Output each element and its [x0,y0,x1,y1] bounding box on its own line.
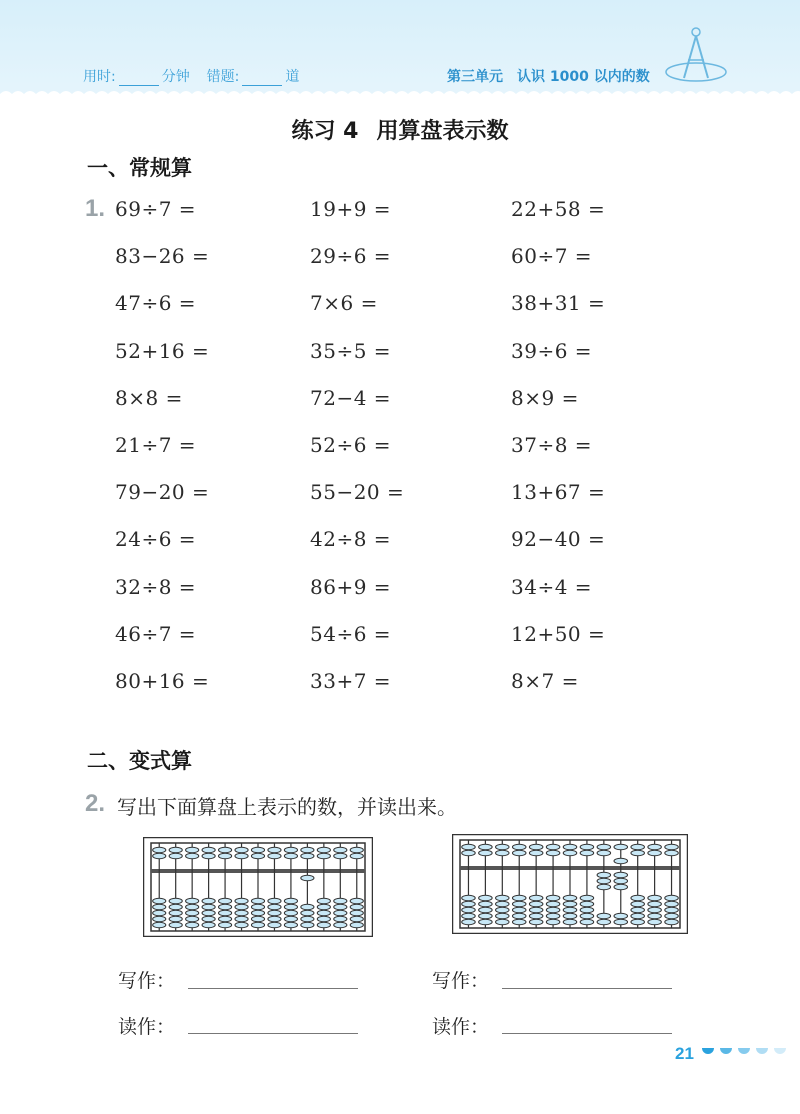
abacus-bead [251,910,264,915]
abacus-bead [597,872,611,877]
arithmetic-item: 13+67 = [511,480,606,505]
errors-label: 错题: [206,69,240,85]
abacus-bead [496,895,510,900]
abacus-bead [462,919,476,924]
abacus-bead [268,904,281,909]
abacus-bead [268,910,281,915]
arithmetic-item: 86+9 = [310,574,392,599]
abacus-bead [218,853,231,858]
abacus-bead [202,916,215,921]
arithmetic-item: 55−20 = [310,480,405,505]
abacus-bead [546,919,560,924]
arithmetic-item: 21÷7 = [115,433,197,457]
arithmetic-item: 8×9 = [511,385,579,410]
abacus-bead [284,922,297,927]
abacus-bead [235,916,248,921]
abacus-bead [186,904,199,909]
question2-text: 写出下面算盘上表示的数，并读出来。 [117,795,457,819]
abacus-bead [563,850,577,855]
arithmetic-item: 7×6 = [310,291,378,316]
abacus-bead [648,901,662,906]
abacus-bead [301,922,314,927]
abacus-bead [218,904,231,909]
abacus-bead [169,916,182,921]
arithmetic-item: 12+50 = [511,621,606,646]
arithmetic-item: 46÷7 = [115,621,197,646]
abacus-bead [350,898,363,903]
abacus-bead [580,919,594,924]
abacus-bead [563,844,577,849]
abacus-bead [529,907,543,912]
abacus-bead [631,907,645,912]
abacus-bead [301,875,314,880]
abacus-bead [153,847,166,852]
abacus-bead [284,904,297,909]
abacus-bead [529,895,543,900]
abacus-bead [334,853,347,858]
abacus-bead [251,898,264,903]
abacus-bead [317,847,330,852]
abacus-bead [334,916,347,921]
read-label-right: 读作： [432,1016,490,1038]
abacus-bead [169,922,182,927]
abacus-bead [235,910,248,915]
page-title [0,114,800,145]
abacus-bead [512,901,526,906]
abacus-bead [529,913,543,918]
errors-blank[interactable] [242,71,282,86]
abacus-bead [529,850,543,855]
read-label-left: 读作： [118,1016,176,1038]
abacus-bead [563,901,577,906]
abacus-bead [665,907,679,912]
abacus-bead [235,853,248,858]
abacus-bead [648,919,662,924]
abacus-bead [631,844,645,849]
abacus-bead [496,907,510,912]
time-errors-record [83,66,299,86]
abacus-bead [580,901,594,906]
abacus-right [452,834,688,934]
abacus-bead [334,898,347,903]
abacus-bead [479,901,493,906]
abacus-bead [529,919,543,924]
read-answer-left[interactable] [188,1033,358,1034]
unit-title: 第三单元 [447,69,503,85]
page-number: 21 [675,1044,694,1063]
abacus-bead [512,919,526,924]
abacus-bead [169,910,182,915]
abacus-bead [186,916,199,921]
abacus-bead [186,847,199,852]
abacus-bead [546,907,560,912]
minute-label: 分钟 [161,69,190,85]
abacus-bead [169,904,182,909]
abacus-bead [546,901,560,906]
abacus-bead [350,910,363,915]
abacus-bead [512,907,526,912]
abacus-bead [284,910,297,915]
errors-unit: 道 [285,69,300,85]
abacus-bead [597,844,611,849]
abacus-bead [350,847,363,852]
abacus-bead [648,850,662,855]
abacus-bead [218,916,231,921]
abacus-bead [614,844,628,849]
abacus-bead [334,904,347,909]
abacus-bead [580,913,594,918]
abacus-bead [614,872,628,877]
arithmetic-item: 60÷7 = [511,244,593,269]
abacus-bead [317,910,330,915]
abacus-bead [301,910,314,915]
arithmetic-item: 33+7 = [310,669,392,693]
abacus-bead [479,895,493,900]
arithmetic-item: 38+31 = [511,291,606,316]
abacus-bead [580,850,594,855]
abacus-bead [301,916,314,921]
abacus-bead [614,858,628,863]
abacus-bead [546,913,560,918]
abacus-bead [268,922,281,927]
arithmetic-item: 92−40 = [511,527,606,552]
abacus-bead [218,898,231,903]
abacus-bead [462,907,476,912]
abacus-bead [186,898,199,903]
abacus-bead [496,850,510,855]
abacus-bead [462,913,476,918]
arithmetic-item: 35÷5 = [310,338,392,363]
abacus-bead [665,850,679,855]
abacus-bead [334,910,347,915]
abacus-bead [563,907,577,912]
arithmetic-item: 19+9 = [310,197,392,221]
abacus-bead [218,847,231,852]
abacus-bead [614,919,628,924]
section2-heading: 二、变式算 [87,749,192,773]
abacus-bead [202,910,215,915]
abacus-bead [169,847,182,852]
abacus-bead [202,904,215,909]
abacus-bead [479,907,493,912]
abacus-bead [665,895,679,900]
abacus-bead [169,853,182,858]
abacus-bead [186,922,199,927]
abacus-bead [614,913,628,918]
abacus-left [143,837,373,937]
abacus-bead [268,847,281,852]
abacus-bead [235,904,248,909]
abacus-bead [597,884,611,889]
abacus-bead [317,898,330,903]
abacus-bead [284,916,297,921]
arithmetic-item: 32÷8 = [115,574,197,599]
arithmetic-item: 8×8 = [115,385,183,410]
abacus-bead [631,901,645,906]
abacus-bead [334,922,347,927]
abacus-bead [153,910,166,915]
question1-number: 1. [85,195,106,222]
abacus-bead [153,916,166,921]
arithmetic-item: 29÷6 = [310,244,392,269]
abacus-bead [284,847,297,852]
compass-icon [660,22,730,92]
abacus-bead [563,895,577,900]
arithmetic-item: 47÷6 = [115,291,197,316]
read-answer-right[interactable] [502,1033,672,1034]
abacus-bead [614,878,628,883]
abacus-bead [317,853,330,858]
abacus-bead [462,895,476,900]
abacus-bead [153,853,166,858]
exercise-title: 用算盘表示数 [376,119,509,144]
abacus-bead [317,904,330,909]
abacus-bead [479,850,493,855]
abacus-bead [631,895,645,900]
abacus-bead [648,895,662,900]
abacus-bead [235,898,248,903]
arithmetic-item: 72−4 = [310,385,392,410]
abacus-bead [546,850,560,855]
abacus-bead [479,844,493,849]
arithmetic-item: 54÷6 = [310,621,392,646]
abacus-bead [153,904,166,909]
abacus-bead [251,847,264,852]
abacus-bead [648,913,662,918]
arithmetic-item: 83−26 = [115,244,210,269]
abacus-bead [202,853,215,858]
abacus-bead [631,913,645,918]
abacus-bead [479,919,493,924]
abacus-bead [546,895,560,900]
abacus-bead [301,853,314,858]
page-decoration-dots [700,1045,790,1061]
abacus-bead [496,844,510,849]
abacus-bead [218,922,231,927]
arithmetic-item: 8×7 = [511,669,579,693]
abacus-bead [284,853,297,858]
abacus-bead [631,919,645,924]
arithmetic-item: 52+16 = [115,338,210,363]
abacus-bead [251,916,264,921]
abacus-bead [350,916,363,921]
arithmetic-item: 24÷6 = [115,527,197,552]
abacus-bead [284,898,297,903]
abacus-bead [301,904,314,909]
write-label-left: 写作： [118,970,176,992]
arithmetic-item: 69÷7 = [115,197,197,221]
section1-heading: 一、常规算 [87,156,192,180]
abacus-bead [218,910,231,915]
abacus-bead [202,898,215,903]
abacus-bead [462,850,476,855]
abacus-bead [350,853,363,858]
arithmetic-item: 52÷6 = [310,433,392,457]
time-blank[interactable] [119,71,159,86]
abacus-bead [301,847,314,852]
abacus-bead [462,844,476,849]
abacus-bead [665,913,679,918]
abacus-bead [512,895,526,900]
abacus-bead [580,907,594,912]
exercise-number: 练习 4 [291,119,359,144]
abacus-bead [512,850,526,855]
abacus-bead [597,919,611,924]
abacus-bead [563,919,577,924]
abacus-bead [580,844,594,849]
abacus-bead [251,853,264,858]
write-answer-left[interactable] [188,988,358,989]
unit-subtitle: 认识 1000 以内的数 [517,69,650,85]
arithmetic-item: 42÷8 = [310,527,392,552]
abacus-bead [665,919,679,924]
abacus-bead [597,913,611,918]
write-label-right: 写作： [432,970,490,992]
abacus-bead [334,847,347,852]
question2-number: 2. [85,790,106,817]
abacus-bead [580,895,594,900]
abacus-bead [350,904,363,909]
abacus-bead [235,922,248,927]
abacus-bead [202,847,215,852]
unit-heading [447,66,650,86]
abacus-bead [597,850,611,855]
abacus-bead [186,910,199,915]
time-label: 用时: [83,69,116,85]
abacus-bead [153,922,166,927]
abacus-bead [529,901,543,906]
arithmetic-item: 37÷8 = [511,433,593,457]
abacus-bead [648,907,662,912]
arithmetic-item: 79−20 = [115,480,210,505]
abacus-bead [251,904,264,909]
abacus-bead [153,898,166,903]
abacus-bead [169,898,182,903]
abacus-bead [202,922,215,927]
abacus-bead [546,844,560,849]
abacus-bead [648,844,662,849]
abacus-bead [665,901,679,906]
abacus-bead [186,853,199,858]
abacus-bead [529,844,543,849]
abacus-bead [597,878,611,883]
abacus-bead [462,901,476,906]
arithmetic-item: 34÷4 = [511,574,593,599]
abacus-bead [350,922,363,927]
arithmetic-item: 80+16 = [115,669,210,693]
abacus-bead [268,853,281,858]
abacus-bead [496,901,510,906]
abacus-bead [317,916,330,921]
abacus-bead [665,844,679,849]
arithmetic-item: 22+58 = [511,197,606,221]
abacus-bead [251,922,264,927]
abacus-bead [268,898,281,903]
abacus-bead [512,844,526,849]
abacus-bead [317,922,330,927]
abacus-bead [496,919,510,924]
write-answer-right[interactable] [502,988,672,989]
abacus-bead [268,916,281,921]
arithmetic-item: 39÷6 = [511,338,593,363]
abacus-bead [496,913,510,918]
abacus-bead [614,884,628,889]
abacus-bead [631,850,645,855]
abacus-bead [512,913,526,918]
abacus-bead [563,913,577,918]
abacus-bead [235,847,248,852]
abacus-bead [479,913,493,918]
